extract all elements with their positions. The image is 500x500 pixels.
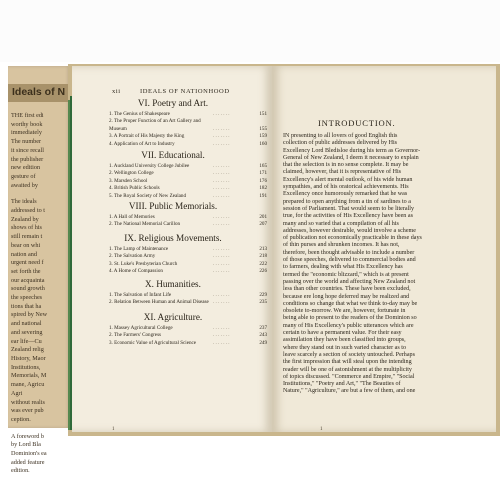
jacket-blurb-line: our acquainta [11, 276, 45, 284]
toc-leader-dots: . . . . . . . [213, 111, 230, 117]
jacket-blurb-gap [11, 190, 75, 198]
toc-entry-page: 229 [259, 292, 267, 298]
toc-entry-title: Museum [109, 125, 127, 132]
introduction-line: Excellency's alert mental outlook, of his wide human [283, 176, 413, 183]
toc-section-list [109, 246, 267, 276]
toc-entry [109, 221, 267, 228]
toc-leader-dots: . . . . . . . [213, 192, 230, 199]
toc-entry-title: 1. The Genius of Shakespeare [109, 111, 170, 117]
toc-entry-page: 191 [259, 192, 267, 199]
introduction-line: assimilation they have been classified into groups, [283, 337, 406, 344]
jacket-blurb-line: THE first edi [11, 112, 44, 119]
jacket-blurb-line: The ideals [11, 198, 37, 206]
toc-entry [109, 332, 267, 339]
introduction-line: being able to present to the readers of the Dominion so [283, 315, 417, 322]
introduction-text [283, 133, 493, 396]
toc-entry-title: 2. Relation Between Human and Animal Disease [109, 299, 209, 306]
toc-section-heading: XI. Agriculture. [143, 312, 203, 322]
jacket-blurb-line: gesture of [11, 172, 36, 180]
jacket-blurb-line: edition. [11, 467, 30, 475]
toc-entry [109, 141, 267, 148]
jacket-blurb-line: The number [11, 138, 42, 146]
jacket-blurb-line: awaited by [11, 181, 38, 189]
toc-entry [109, 170, 267, 177]
toc-entry-page: 222 [259, 260, 267, 267]
toc-entry-title: 1. Auckland University College Jubilee [109, 163, 190, 169]
jacket-blurb-line: Agri [11, 389, 23, 397]
introduction-line: of thin purses and shrunken incomes. It has not, [283, 242, 400, 249]
toc-section-heading: VI. Poetry and Art. [137, 98, 209, 108]
footer-signature-left: 1 [112, 427, 115, 432]
introduction-line: of those speeches, delivered to commercial bodies and [283, 257, 416, 264]
jacket-blurb-line: sound growth [11, 285, 45, 293]
toc-entry [109, 340, 267, 347]
toc-leader-dots: . . . . . . . [213, 253, 230, 260]
jacket-blurb-line: and severing [11, 328, 43, 336]
jacket-blurb-line: bear on whi [11, 241, 41, 249]
jacket-blurb-line: Institutions, [11, 363, 41, 371]
toc-section-list [109, 292, 267, 307]
toc-leader-dots: . . . . . . . [213, 221, 230, 228]
introduction-line: to farmers, dealing with what His Excellency has [283, 264, 403, 271]
toc-entry-title: 2. The National Memorial Carillon [109, 221, 181, 228]
toc-leader-dots: . . . . . . . [213, 170, 230, 177]
toc-entry-title: 2. The Farmers' Congress [109, 332, 162, 339]
jacket-blurb-line: spired by New [11, 311, 48, 319]
introduction-line: many of His Excellency's public utterances which are [283, 322, 414, 329]
jacket-blurb-line: nation and [11, 250, 37, 258]
toc-section-heading: VIII. Public Memorials. [128, 201, 218, 211]
toc-entry-page: 249 [259, 339, 267, 346]
introduction-line: conditions so change that what we think to-day may be [283, 300, 418, 307]
toc-entry-page: 235 [259, 299, 267, 306]
introduction-line: Nature," "Agriculture," are but a few of them, and one [283, 388, 416, 395]
introduction-line: less than other countries. These have been excluded, [283, 286, 411, 293]
toc-leader-dots: . . . . . . . [213, 214, 230, 220]
toc-entry-page: 213 [259, 246, 267, 252]
introduction-title: INTRODUCTION. [318, 118, 396, 128]
toc-section-heading: X. Humanities. [145, 279, 201, 289]
toc-entry [109, 292, 267, 299]
toc-entry-title: 3. St. Luke's Presbyterian Church [109, 260, 178, 267]
jacket-blurb-line: by Lord Bla [11, 441, 41, 449]
toc-entry [109, 193, 267, 200]
toc-entry-page: 151 [259, 111, 267, 117]
introduction-line: Excellency Lord Bledisloe during his term as Governor- [283, 147, 421, 154]
background-top [0, 0, 500, 62]
introduction-line: the first impression that will steal upon the intending [283, 359, 412, 366]
toc-leader-dots: . . . . . . . [213, 299, 230, 306]
jacket-blurb-line: was ever pub [11, 407, 44, 415]
introduction-line: reader will be one of astonishment at the multiplicity [283, 366, 412, 373]
footer-signature-right: 1 [320, 427, 323, 432]
toc-entry [109, 163, 267, 170]
introduction-line: collection of public addresses delivered by His [283, 140, 398, 147]
toc-section-list [109, 325, 267, 347]
introduction-line: Institutions," "Poetry and Art," "The Beauties of [283, 381, 401, 388]
toc-section-list [109, 163, 267, 200]
toc-entry-title: 4. Application of Art to Industry [109, 140, 175, 147]
jacket-blurb-line: History, Maor [11, 354, 46, 362]
toc-entry [109, 246, 267, 253]
introduction-line: of publication not economically practicable in these days [283, 235, 422, 242]
introduction-line: Excellency once humorously remarked that he was [283, 191, 408, 198]
toc-entry-title: 2. Wellington College [109, 170, 154, 177]
jacket-blurb-gap [11, 425, 75, 433]
toc-entry-page: 171 [259, 170, 267, 177]
jacket-blurb-line: still remain t [11, 233, 43, 241]
toc-entry-page: 201 [259, 214, 267, 220]
jacket-blurb-line: ear life—Cu [11, 337, 42, 345]
introduction-line: claimed, however, that it is representative of His [283, 169, 402, 176]
toc-section-heading: IX. Religious Movements. [124, 233, 222, 243]
introduction-line: many and so varied that a compilation of all his [283, 220, 399, 227]
introduction-line: therefore, been thought advisable to include a number [283, 249, 415, 256]
jacket-blurb [11, 112, 75, 476]
toc-entry [109, 118, 267, 125]
toc-entry-page: 218 [259, 253, 267, 260]
introduction-line: prepared to open anything from a tin of sardines to a [283, 198, 411, 205]
toc-entry [109, 268, 267, 275]
toc-section-list [109, 214, 267, 229]
background-bottom [0, 436, 500, 500]
jacket-blurb-line: set forth the [11, 267, 41, 275]
toc-leader-dots: . . . . . . . [213, 339, 230, 346]
toc-entry [109, 325, 267, 332]
introduction-line: termed the "economic blizzard," which is at present [283, 271, 409, 278]
introduction-line: General of New Zealand, I deem it necessary to explain [283, 154, 419, 161]
introduction-line: IN presenting to all lovers of good English this [283, 133, 398, 139]
jacket-blurb-line: shows of his [11, 224, 42, 232]
toc-entry-title: 1. Massey Agricultural College [109, 325, 173, 331]
toc-entry [109, 178, 267, 185]
toc-entry-title: 1. A Hall of Memories [109, 214, 155, 220]
jacket-title: Ideals of N [12, 86, 66, 98]
jacket-blurb-line: mane, Agricu [11, 381, 45, 389]
introduction-line: because ere long hope deferred may be realized and [283, 293, 410, 300]
toc-section-list [109, 111, 267, 148]
jacket-blurb-line: added feature [11, 458, 45, 466]
running-head [112, 88, 230, 95]
jacket-blurb-line: immediately [11, 129, 42, 137]
jacket-blurb-line: A foreword b [11, 432, 44, 440]
toc-entry-page: 160 [259, 140, 267, 147]
jacket-blurb-line: Zealand relig [11, 346, 44, 354]
jacket-blurb-line: Memorials, M [11, 372, 47, 380]
toc-entry [109, 214, 267, 221]
toc-leader-dots: . . . . . . . [213, 177, 230, 184]
toc-entry [109, 299, 267, 306]
running-head-title: IDEALS OF NATIONHOOD [140, 88, 230, 95]
jacket-blurb-line: new edition [11, 164, 41, 172]
toc-entry-page: 155 [259, 125, 267, 132]
toc-entry-title: 4. A Home of Compassion [109, 268, 163, 275]
page-number: xii [112, 88, 121, 95]
introduction-line: leave scarcely a section of society untouched. Perhaps [283, 351, 415, 358]
toc-entry [109, 253, 267, 260]
jacket-blurb-line: the publisher [11, 155, 44, 163]
jacket-blurb-line: the speeches [11, 294, 43, 302]
toc-leader-dots: . . . . . . . [213, 292, 230, 298]
toc-leader-dots: . . . . . . . [213, 268, 230, 275]
toc-entry-page: 237 [259, 325, 267, 331]
jacket-blurb-line: Zealand by [11, 215, 39, 223]
toc-entry-page: 226 [259, 268, 267, 275]
jacket-blurb-line: Dominion's ea [11, 450, 47, 458]
jacket-blurb-line: and national [11, 320, 42, 328]
toc-entry [109, 133, 267, 140]
toc-entry-page: 159 [259, 133, 267, 140]
introduction-line: of topics discussed. "Commerce and Empire," "Social [283, 373, 415, 380]
toc-section-heading: VII. Educational. [141, 150, 205, 160]
toc-leader-dots: . . . . . . . [213, 185, 230, 192]
jacket-blurb-line: addressed to t [11, 207, 46, 215]
toc-leader-dots: . . . . . . . [213, 125, 230, 132]
introduction-line: where they stand out in such varied character as to [283, 344, 407, 351]
introduction-line: addresses, however desirable, would involve a scheme [283, 227, 417, 234]
jacket-blurb-line: urgent need f [11, 259, 44, 267]
toc-entry-title: 3. A Portrait of His Majesty the King [109, 133, 185, 140]
toc-entry-title: 2. The Proper Function of an Art Gallery and [109, 118, 201, 125]
jacket-blurb-line: ception. [11, 415, 31, 423]
toc-entry-page: 182 [259, 185, 267, 192]
toc-entry-title: 3. Marsden School [109, 177, 148, 184]
introduction-line: session of Parliament. That would seem to be literally [283, 205, 415, 212]
toc-entry-title: 5. The Royal Society of New Zealand [109, 192, 186, 199]
toc-leader-dots: . . . . . . . [213, 260, 230, 267]
toc-entry [109, 185, 267, 192]
toc-entry-title: 1. The Lamp of Maintenance [109, 246, 169, 252]
dust-jacket-flap [8, 66, 70, 475]
jacket-blurb-line: it since recall [11, 146, 44, 154]
toc-leader-dots: . . . . . . . [213, 163, 230, 169]
toc-entry-title: 2. The Salvation Army [109, 253, 156, 260]
introduction-line: obsolete to-morrow. We are, however, fortunate in [283, 308, 406, 315]
toc-entry-page: 243 [259, 332, 267, 339]
toc-entry-page: 207 [259, 221, 267, 228]
jacket-blurb-line: worthy book [11, 120, 43, 128]
toc-leader-dots: . . . . . . . [213, 140, 230, 147]
introduction-line: passing over the world and affecting New Zealand not [283, 278, 416, 285]
jacket-blurb-line: without realis [11, 398, 45, 406]
toc-entry-page: 176 [259, 177, 267, 184]
toc-entry-title: 3. Economic Value of Agricultural Science [109, 339, 197, 346]
jacket-blurb-line: tions that ha [11, 302, 42, 310]
toc-entry-page: 165 [259, 163, 267, 169]
toc-leader-dots: . . . . . . . [213, 246, 230, 252]
toc-leader-dots: . . . . . . . [213, 325, 230, 331]
introduction-line: certain to have a permanent value. For their easy [283, 330, 402, 337]
toc-entry-title: 1. The Salvation of Infant Life [109, 292, 172, 298]
toc-leader-dots: . . . . . . . [213, 133, 230, 140]
toc-entry-title: 4. British Public Schools [109, 185, 160, 192]
introduction-line: that the selection is in no sense complete. It may be [283, 162, 409, 169]
introduction-line: true, for the activities of His Excellency have been as [283, 213, 413, 220]
introduction-line: sympathies, and of his oratorical achievements. His [283, 184, 409, 191]
toc-leader-dots: . . . . . . . [213, 332, 230, 339]
